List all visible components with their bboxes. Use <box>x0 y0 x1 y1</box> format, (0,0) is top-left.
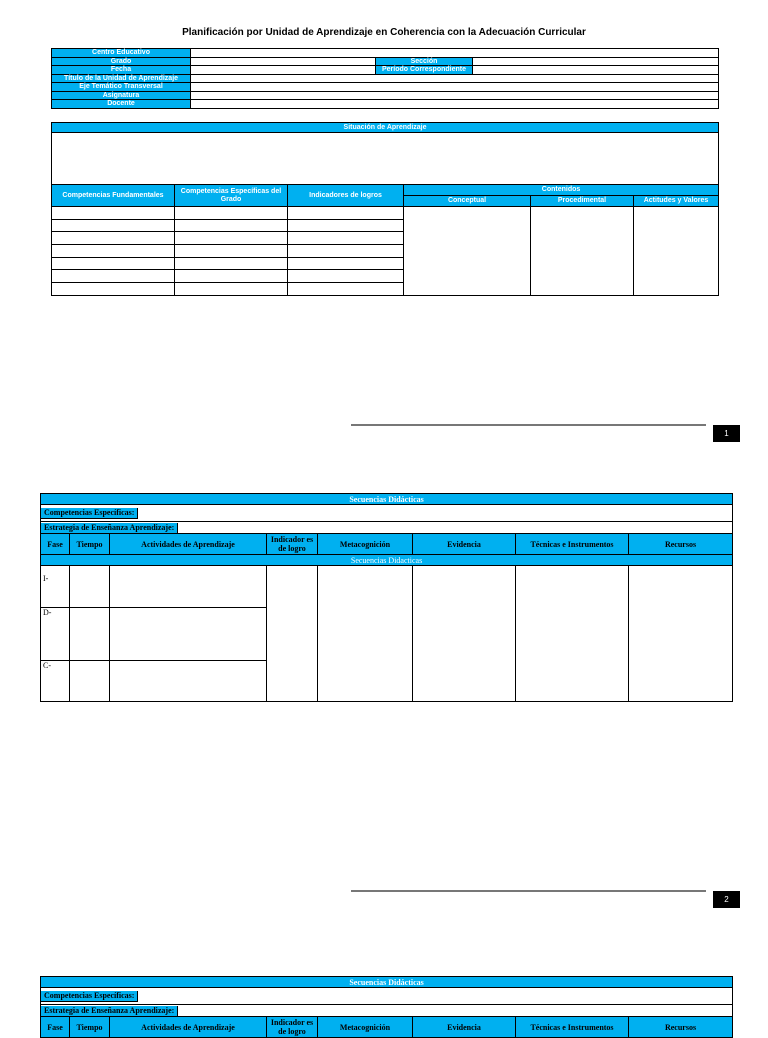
document-title: Planificación por Unidad de Aprendizaje en Coherencia con la Adecuación Curricular <box>182 27 586 38</box>
col-tecnicas: Técnicas e Instrumentos <box>516 1017 629 1038</box>
cell-fundamentales[interactable] <box>52 270 175 283</box>
phase-cell: C- <box>41 661 70 702</box>
cell-indicadores[interactable] <box>288 207 404 220</box>
cell-indicadores[interactable] <box>288 219 404 232</box>
cell-especificas[interactable] <box>175 207 288 220</box>
estrategia-label: Estrategia de Enseñanza Aprendizaje: <box>41 1006 178 1016</box>
field-docente[interactable] <box>191 100 719 109</box>
label-seccion: Sección <box>376 57 473 66</box>
cell-conceptual[interactable] <box>404 207 531 296</box>
unit-info-table <box>51 48 719 109</box>
header-indicadores-logros: Indicadores de logros <box>288 185 404 207</box>
field-fecha[interactable] <box>191 66 376 75</box>
page-number-badge: 1 <box>713 425 740 442</box>
col-actividades: Actividades de Aprendizaje <box>110 534 267 555</box>
field-seccion[interactable] <box>473 57 719 66</box>
field-titulo-unidad[interactable] <box>191 74 719 83</box>
cell-fundamentales[interactable] <box>52 257 175 270</box>
label-eje-tematico: Eje Temático Transversal <box>52 83 191 92</box>
situacion-field[interactable] <box>52 133 719 185</box>
cell-fundamentales[interactable] <box>52 245 175 258</box>
footer-rule <box>351 424 706 426</box>
phase-cell: I- <box>41 566 70 608</box>
tiempo-cell[interactable] <box>70 566 110 608</box>
header-procedimental: Procedimental <box>531 196 634 207</box>
field-eje-tematico[interactable] <box>191 83 719 92</box>
field-grado[interactable] <box>191 57 376 66</box>
cell-indicadores[interactable] <box>288 245 404 258</box>
cell-indicadores[interactable] <box>288 270 404 283</box>
header-actitudes-valores: Actitudes y Valores <box>634 196 719 207</box>
recursos-cell[interactable] <box>629 566 733 702</box>
competencias-especificas-row <box>41 505 733 522</box>
evidencia-cell[interactable] <box>413 566 516 702</box>
competencias-table <box>51 122 719 296</box>
indicador-cell[interactable] <box>267 566 318 702</box>
label-grado: Grado <box>52 57 191 66</box>
col-fase: Fase <box>41 1017 70 1038</box>
header-conceptual: Conceptual <box>404 196 531 207</box>
cell-fundamentales[interactable] <box>52 283 175 296</box>
tiempo-cell[interactable] <box>70 608 110 661</box>
label-titulo-unidad: Título de la Unidad de Aprendizaje <box>52 74 191 83</box>
label-fecha: Fecha <box>52 66 191 75</box>
actividades-cell[interactable] <box>110 566 267 608</box>
cell-fundamentales[interactable] <box>52 219 175 232</box>
tiempo-cell[interactable] <box>70 661 110 702</box>
secuencias-table-next <box>40 976 733 1038</box>
metacognicion-cell[interactable] <box>318 566 413 702</box>
field-periodo[interactable] <box>473 66 719 75</box>
field-centro-educativo[interactable] <box>191 49 719 58</box>
cell-especificas[interactable] <box>175 283 288 296</box>
cell-fundamentales[interactable] <box>52 232 175 245</box>
col-tecnicas: Técnicas e Instrumentos <box>516 534 629 555</box>
col-metacognicion: Metacognición <box>318 1017 413 1038</box>
header-contenidos: Contenidos <box>404 185 719 196</box>
col-indicador: Indicador es de logro <box>267 1017 318 1038</box>
col-evidencia: Evidencia <box>413 534 516 555</box>
header-competencias-fundamentales: Competencias Fundamentales <box>52 185 175 207</box>
cell-procedimental[interactable] <box>531 207 634 296</box>
secuencias-table <box>40 493 733 702</box>
cell-especificas[interactable] <box>175 232 288 245</box>
col-actividades: Actividades de Aprendizaje <box>110 1017 267 1038</box>
competencias-especificas-label: Competencias Específicas: <box>41 508 138 519</box>
secuencias-subheader: Secuencias Didacticas <box>41 555 733 566</box>
cell-especificas[interactable] <box>175 245 288 258</box>
competencias-especificas-row <box>41 988 733 1005</box>
header-competencias-especificas: Competencias Específicas del Grado <box>175 185 288 207</box>
cell-indicadores[interactable] <box>288 257 404 270</box>
label-periodo: Período Correspondiente <box>376 66 473 75</box>
actividades-cell[interactable] <box>110 661 267 702</box>
cell-especificas[interactable] <box>175 270 288 283</box>
secuencias-header: Secuencias Didácticas <box>41 977 733 988</box>
page-number-badge: 2 <box>713 891 740 908</box>
cell-fundamentales[interactable] <box>52 207 175 220</box>
label-asignatura: Asignatura <box>52 91 191 100</box>
situacion-header: Situación de Aprendizaje <box>52 123 719 133</box>
cell-actitudes[interactable] <box>634 207 719 296</box>
col-indicador: Indicador es de logro <box>267 534 318 555</box>
col-metacognicion: Metacognición <box>318 534 413 555</box>
estrategia-row <box>41 1005 733 1017</box>
col-evidencia: Evidencia <box>413 1017 516 1038</box>
cell-especificas[interactable] <box>175 219 288 232</box>
cell-indicadores[interactable] <box>288 283 404 296</box>
secuencias-header: Secuencias Didácticas <box>41 494 733 505</box>
col-recursos: Recursos <box>629 1017 733 1038</box>
col-tiempo: Tiempo <box>70 1017 110 1038</box>
col-fase: Fase <box>41 534 70 555</box>
estrategia-row <box>41 522 733 534</box>
label-centro-educativo: Centro Educativo <box>52 49 191 58</box>
estrategia-label: Estrategia de Enseñanza Aprendizaje: <box>41 523 178 533</box>
phase-cell: D- <box>41 608 70 661</box>
footer-rule <box>351 890 706 892</box>
actividades-cell[interactable] <box>110 608 267 661</box>
competencias-especificas-label: Competencias Específicas: <box>41 991 138 1002</box>
field-asignatura[interactable] <box>191 91 719 100</box>
label-docente: Docente <box>52 100 191 109</box>
col-tiempo: Tiempo <box>70 534 110 555</box>
tecnicas-cell[interactable] <box>516 566 629 702</box>
cell-indicadores[interactable] <box>288 232 404 245</box>
col-recursos: Recursos <box>629 534 733 555</box>
cell-especificas[interactable] <box>175 257 288 270</box>
